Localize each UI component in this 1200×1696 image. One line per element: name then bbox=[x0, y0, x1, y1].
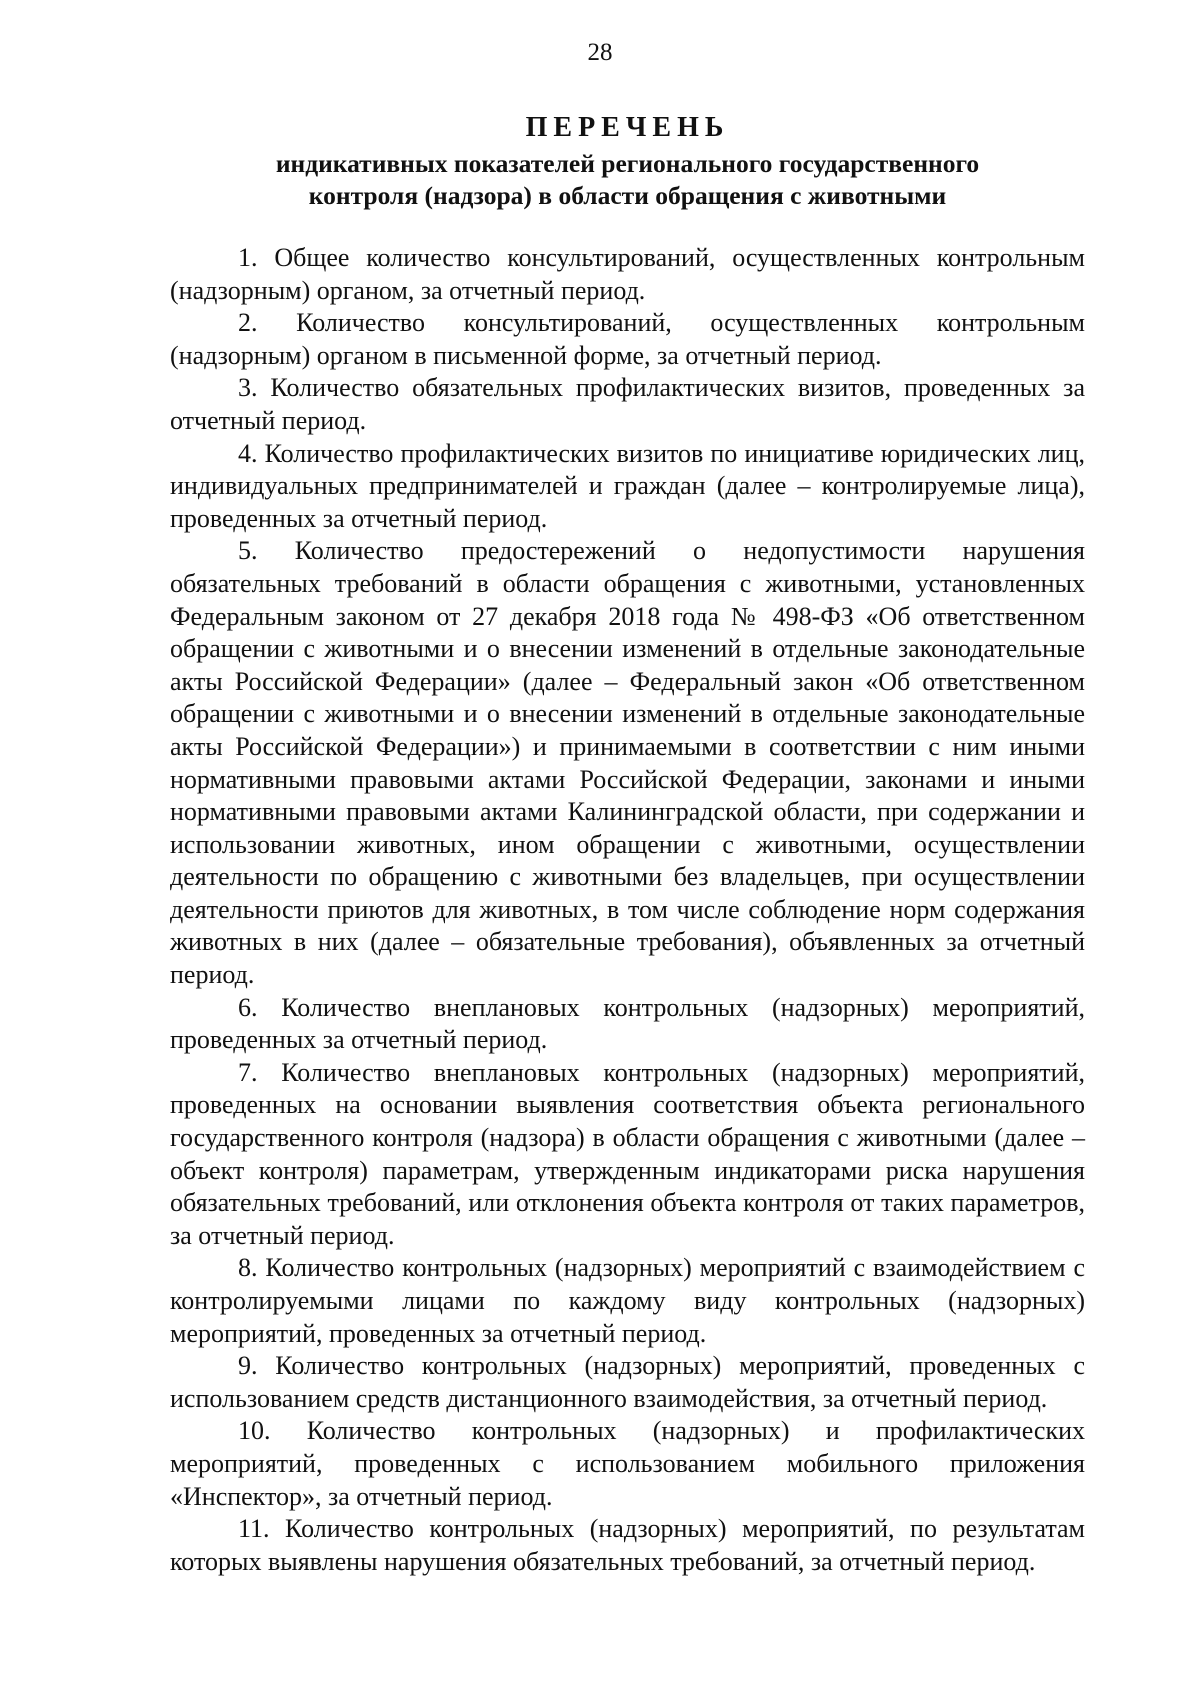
document-title: ПЕРЕЧЕНЬ bbox=[525, 112, 730, 143]
list-item: 6. Количество внеплановых контрольных (надзорных) мероприятий, проведенных за отчетный период. bbox=[170, 992, 1085, 1055]
indicator-list bbox=[170, 242, 1085, 1578]
list-item: 3. Количество обязательных профилактических визитов, проведенных за отчетный период. bbox=[170, 373, 1085, 435]
list-item: 1. Общее количество консультирований, осуществленных контрольным (надзорным) органом, за отчетный период. bbox=[170, 243, 1085, 305]
list-item: 5. Количество предостережений о недопустимости нарушения обязательных требований в области обращения с животными, установленных Федеральным законом от 27 декабря 2018 года № 498-ФЗ «Об ответственном обращении с животными и о внесении изменений в отдельные законодательные акты Российской Федерации» (далее – Федеральный закон «Об ответственном обращении с животными и о внесении изменений в отдельные законодательные акты Российской Федерации») и принимаемыми в соответствии с ним иными нормативными правовыми актами Российской Федерации, законами и иными нормативными правовыми актами Калининградской области, при содержании и использовании животных, ином обращении с животными, осуществлении деятельности по обращению с животными без владельцев, при осуществлении деятельности приютов для животных, в том числе соблюдение норм содержания животных в них (далее – обязательные требования), объявленных за отчетный период. bbox=[170, 536, 1085, 990]
list-item: 11. Количество контрольных (надзорных) мероприятий, по результатам которых выявлены нарушения обязательных требований, за отчетный период. bbox=[170, 1514, 1085, 1576]
list-item: 4. Количество профилактических визитов по инициативе юридических лиц, индивидуальных предпринимателей и граждан (далее – контролируемые лица), проведенных за отчетный период. bbox=[170, 438, 1085, 533]
list-item: 2. Количество консультирований, осуществленных контрольным (надзорным) органом в письменной форме, за отчетный период. bbox=[170, 308, 1085, 370]
list-item: 10. Количество контрольных (надзорных) и профилактических мероприятий, проведенных с использованием мобильного приложения «Инспектор», за отчетный период. bbox=[170, 1416, 1085, 1511]
list-item: 7. Количество внеплановых контрольных (надзорных) мероприятий, проведенных на основании выявления соответствия объекта регионального государственного контроля (надзора) в области обращения с животными (далее – объект контроля) параметрам, утвержденным индикаторами риска нарушения обязательных требований, или отклонения объекта контроля от таких параметров, за отчетный период. bbox=[170, 1057, 1085, 1250]
list-item: 8. Количество контрольных (надзорных) мероприятий с взаимодействием с контролируемыми лицами по каждому виду контрольных (надзорных) мероприятий, проведенных за отчетный период. bbox=[170, 1253, 1085, 1348]
document-subtitle-line-2: контроля (надзора) в области обращения с животными bbox=[308, 181, 947, 210]
list-item: 9. Количество контрольных (надзорных) мероприятий, проведенных с использованием средств дистанционного взаимодействия, за отчетный период. bbox=[170, 1351, 1085, 1413]
document-subtitle-line-1: индикативных показателей регионального государственного bbox=[275, 149, 980, 178]
page-number: 28 bbox=[587, 39, 613, 66]
document-title-block bbox=[170, 108, 1085, 212]
